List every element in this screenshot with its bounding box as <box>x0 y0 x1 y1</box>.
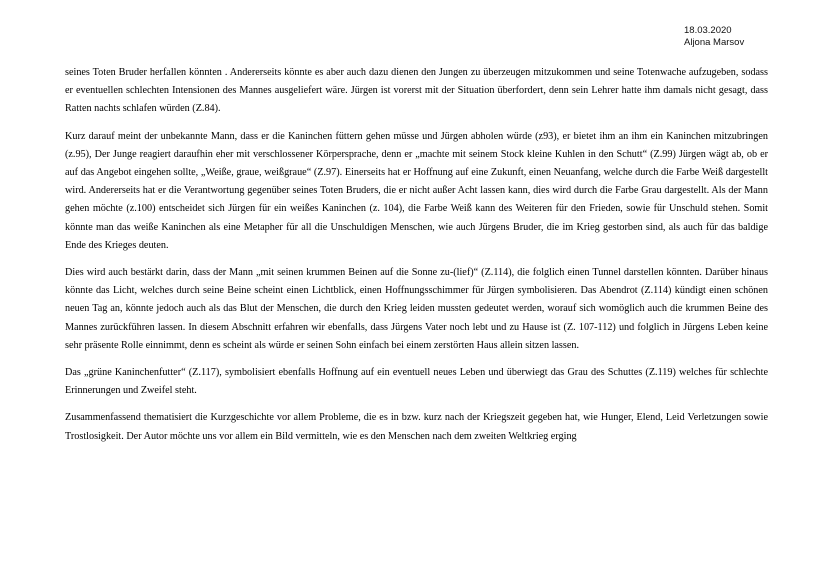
header-author: Aljona Marsov <box>684 37 745 48</box>
document-header <box>684 25 744 49</box>
paragraph: Kurz darauf meint der unbekannte Mann, dass er die Kaninchen füttern gehen müsse und Jürgen abholen würde (z93), er bietet ihm an ihm ein Kaninchen mitzubringen (z.95), Der Junge reagiert daraufhin eher mit verschlossener Körpersprache, denn er „machte mit seinem Stock kleine Kuhlen in den Schutt“ (Z.99) Jürgen wägt ab, ob er auf das Angebot eingehen sollte, „Weiße, graue, weißgraue“ (Z.97). Einerseits hat er Hoffnung auf eine Zukunft, einen Neuanfang, welche durch die Farbe Weiß dargestellt wird. Andererseits hat er die Verantwortung gegenüber seines Toten Bruders, die er nicht außer Acht lassen kann, dies wird durch die Farbe Grau dargestellt. Als der Mann gehen möchte (z.100) entscheidet sich Jürgen für ein weißes Kaninchen (z. 104), die Farbe Weiß kann des Weiteren für den Frieden, sowie für Unschuld stehen. Somit könnte man das weiße Kaninchen als eine Metapher für all die Unschuldigen Menschen, wie auch Jürgens Bruder, die im Krieg gestorben sind, als auch für das baldige Ende des Krieges deuten. <box>65 130 768 251</box>
paragraph: Zusammenfassend thematisiert die Kurzgeschichte vor allem Probleme, die es in bzw. kurz nach der Kriegszeit gegeben hat, wie Hunger, Elend, Leid Verletzungen sowie Trostlosigkeit. Der Autor möchte uns vor allem ein Bild vermitteln, wie es den Menschen nach dem zweiten Weltkrieg erging <box>65 412 768 442</box>
paragraph: Dies wird auch bestärkt darin, dass der Mann „mit seinen krummen Beinen auf die Sonne zu-(lief)“ (Z.114), die folglich einen Tunnel darstellen könnten. Darüber hinaus könnte das Licht, welches durch seine Beine scheint einen Lichtblick, einen Hoffnungsschimmer für Jürgen symbolisieren. Das Abendrot (Z.114) kündigt einen schönen neuen Tag an, könnte jedoch auch als das Blut der Menschen, die durch den Krieg leiden mussten gedeutet werden, worauf sich womöglich auch die krummen Beine des Mannes zurückführen lassen. In diesem Abschnitt erfahren wir ebenfalls, dass Jürgens Vater noch lebt und zu Hause ist (Z. 107-112) und folglich in Jürgens Leben keine sehr präsente Rolle einnimmt, denn es scheint als würde er seinen Sohn einfach bei einem zerstörten Haus allein sitzen lassen. <box>65 267 768 351</box>
header-date: 18.03.2020 <box>684 25 732 36</box>
paragraph: seines Toten Bruder herfallen könnten . Andererseits könnte es aber auch dazu dienen den Jungen zu überzeugen mitzukommen und seine Totenwache aufzugeben, sodass er eventuellen schlechten Intensionen des Mannes ausgeliefert wäre. Jürgen ist vorerst mit der Situation überfordert, denn sein Lehrer hatte ihm damals nicht gesagt, dass Ratten nachts schlafen würden (Z.84). <box>65 67 768 115</box>
document-body <box>65 64 768 455</box>
paragraph: Das „grüne Kaninchenfutter“ (Z.117), symbolisiert ebenfalls Hoffnung auf ein eventuell neues Leben und überwiegt das Grau des Schuttes (Z.119) welches für schlechte Erinnerungen und Zweifel steht. <box>65 367 768 397</box>
